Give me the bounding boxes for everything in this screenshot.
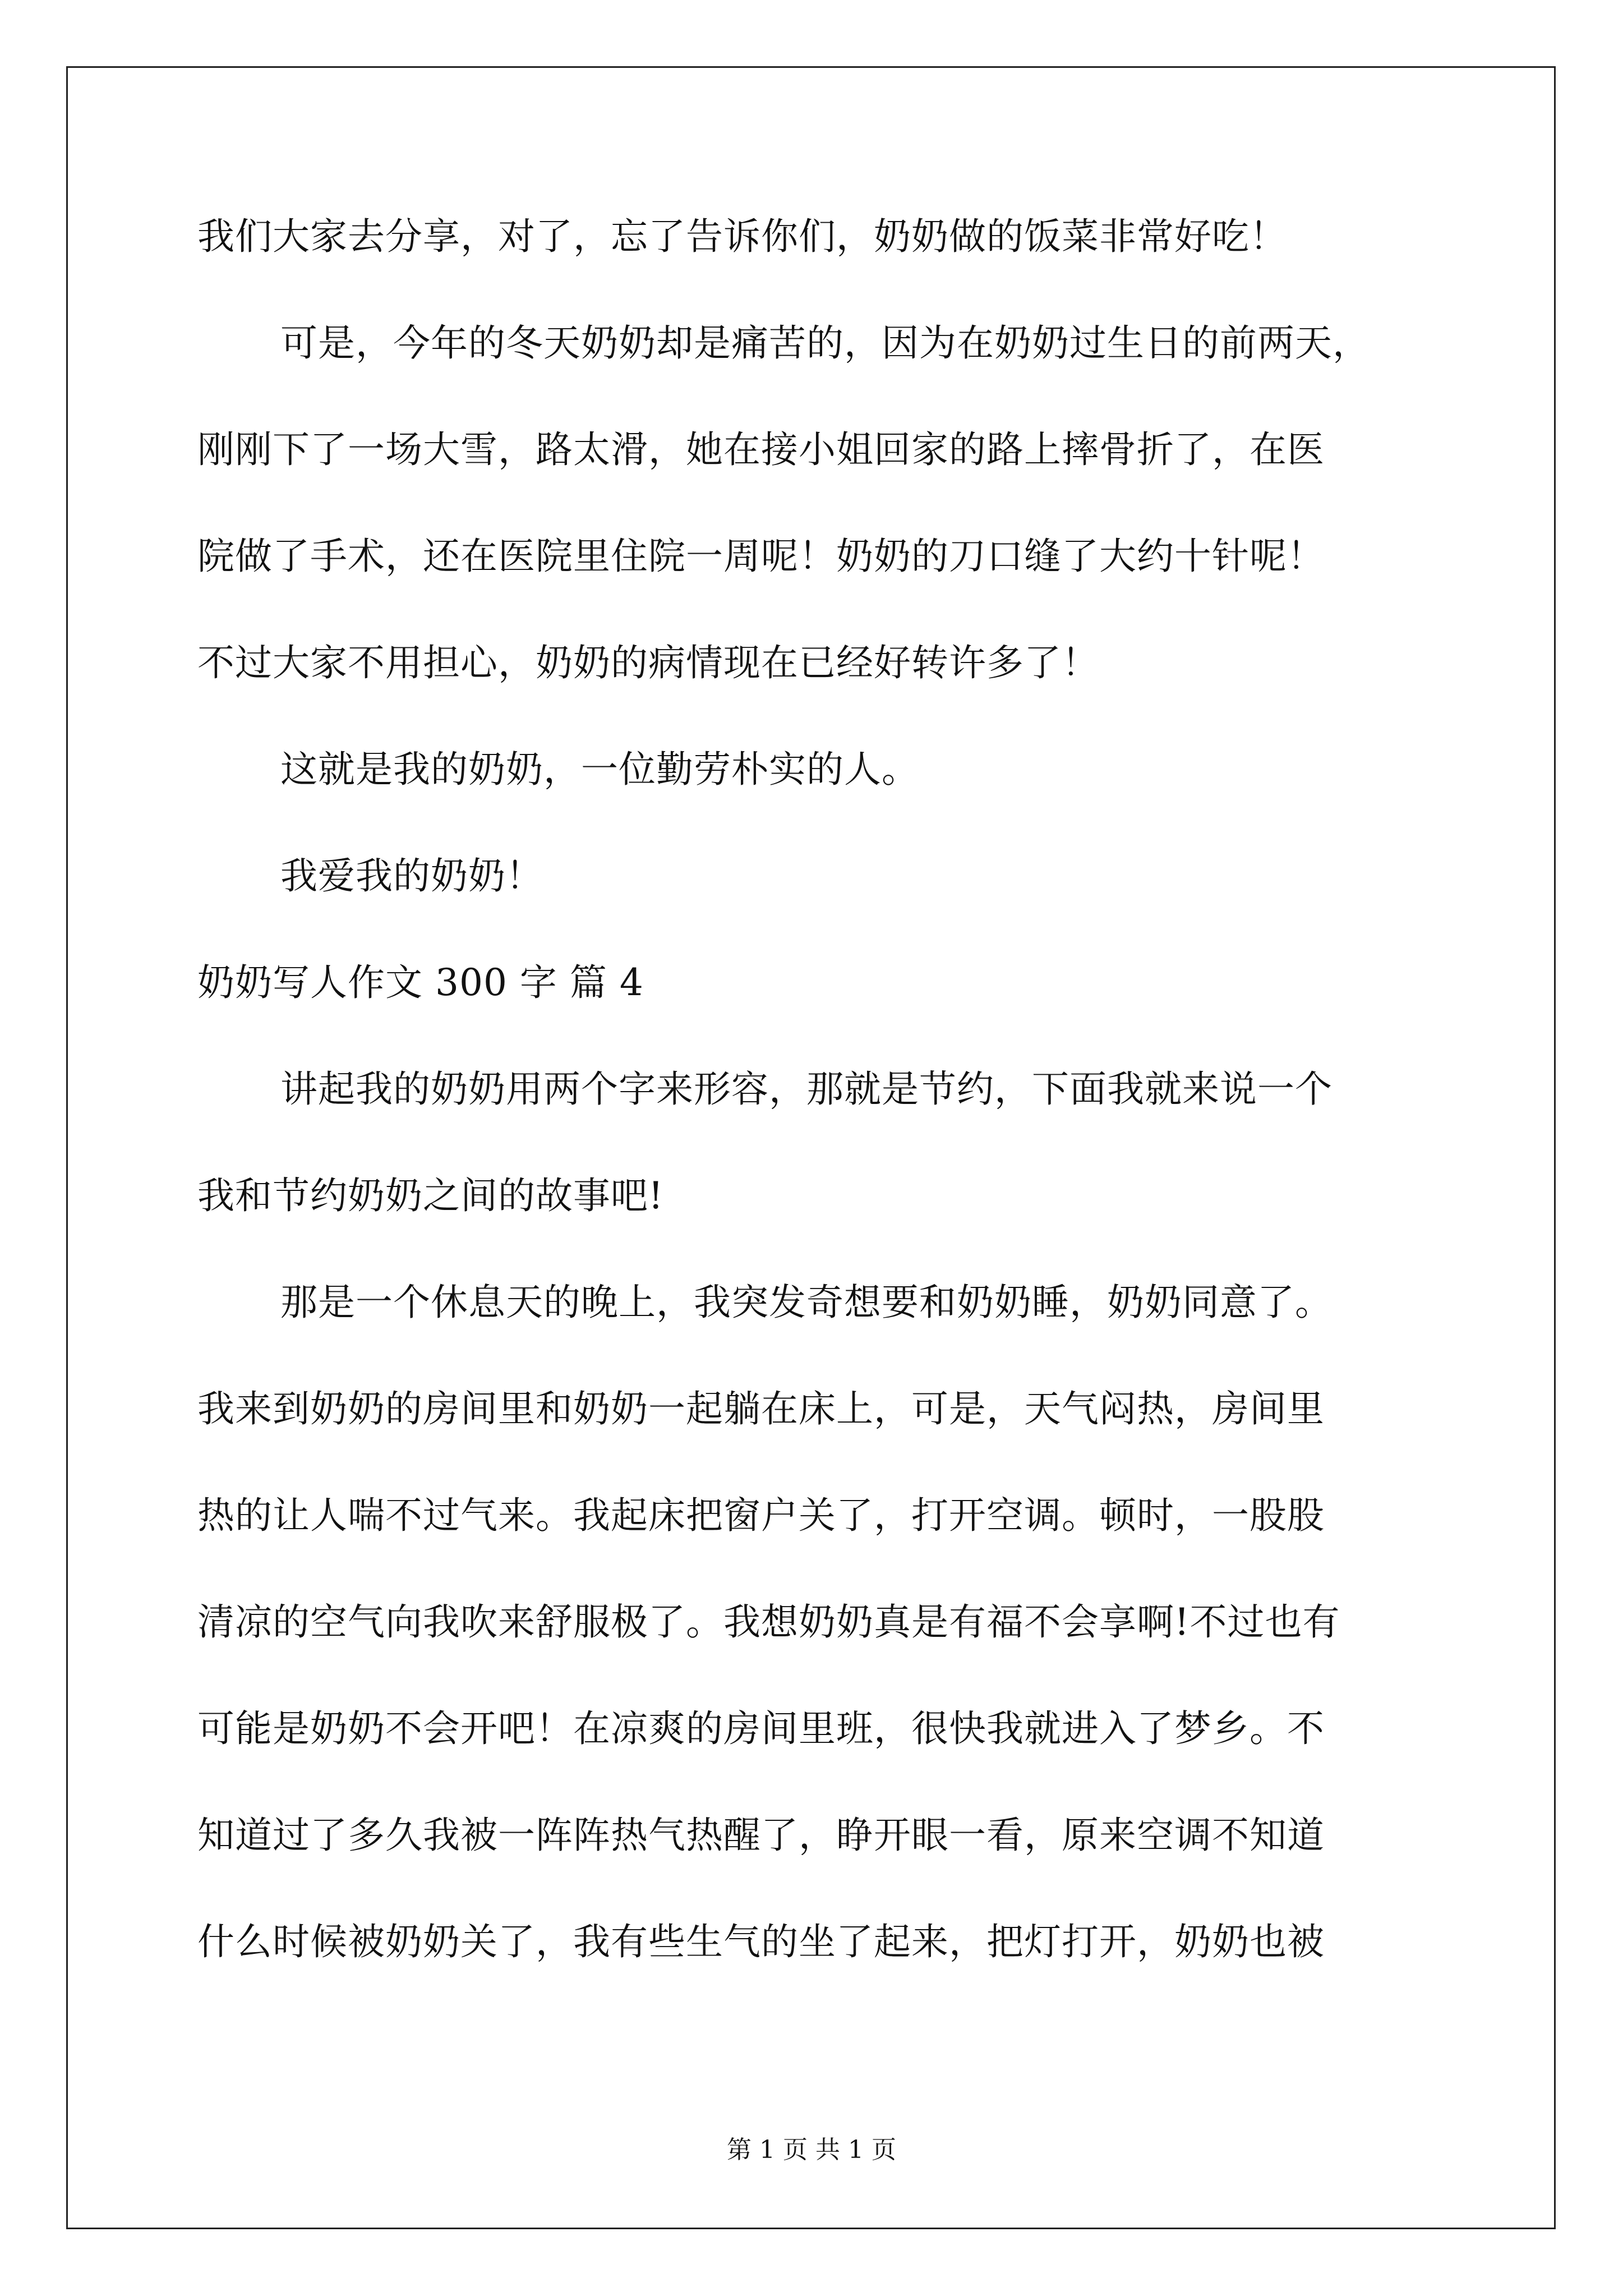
paragraph-line: 我爱我的奶奶！ bbox=[280, 854, 543, 898]
page-number-footer: 第 1 页 共 1 页 bbox=[727, 2136, 896, 2164]
paragraph-line: 知道过了多久我被一阵阵热气热醒了，睁开眼一看，原来空调不知道 bbox=[197, 1814, 1325, 1857]
paragraph-line: 讲起我的奶奶用两个字来形容，那就是节约，下面我就来说一个 bbox=[280, 1068, 1332, 1111]
paragraph-line: 院做了手术，还在医院里住院一周呢！奶奶的刀口缝了大约十针呢！ bbox=[197, 535, 1325, 578]
paragraph-line: 那是一个休息天的晚上，我突发奇想要和奶奶睡，奶奶同意了。 bbox=[280, 1281, 1332, 1324]
section-heading: 奶奶写人作文 300 字 篇 4 bbox=[197, 961, 644, 1004]
paragraph-line: 这就是我的奶奶，一位勤劳朴实的人。 bbox=[280, 748, 919, 791]
paragraph-line: 我和节约奶奶之间的故事吧! bbox=[197, 1174, 664, 1217]
paragraph-line: 热的让人喘不过气来。我起床把窗户关了，打开空调。顿时，一股股 bbox=[197, 1494, 1325, 1537]
paragraph-line: 不过大家不用担心，奶奶的病情现在已经好转许多了！ bbox=[197, 641, 1099, 684]
paragraph-line: 我来到奶奶的房间里和奶奶一起躺在床上，可是，天气闷热，房间里 bbox=[197, 1387, 1325, 1430]
paragraph-line: 刚刚下了一场大雪，路太滑，她在接小姐回家的路上摔骨折了，在医 bbox=[197, 428, 1325, 471]
page-border bbox=[66, 66, 1556, 2229]
paragraph-line: 可是，今年的冬天奶奶却是痛苦的，因为在奶奶过生日的前两天， bbox=[280, 321, 1370, 365]
paragraph-line: 可能是奶奶不会开吧！在凉爽的房间里班，很快我就进入了梦乡。不 bbox=[197, 1707, 1325, 1750]
paragraph-line: 什么时候被奶奶关了，我有些生气的坐了起来，把灯打开，奶奶也被 bbox=[197, 1920, 1325, 1963]
paragraph-line: 我们大家去分享，对了，忘了告诉你们，奶奶做的饭菜非常好吃！ bbox=[197, 215, 1287, 258]
paragraph-line: 清凉的空气向我吹来舒服极了。我想奶奶真是有福不会享啊!不过也有 bbox=[197, 1600, 1340, 1644]
